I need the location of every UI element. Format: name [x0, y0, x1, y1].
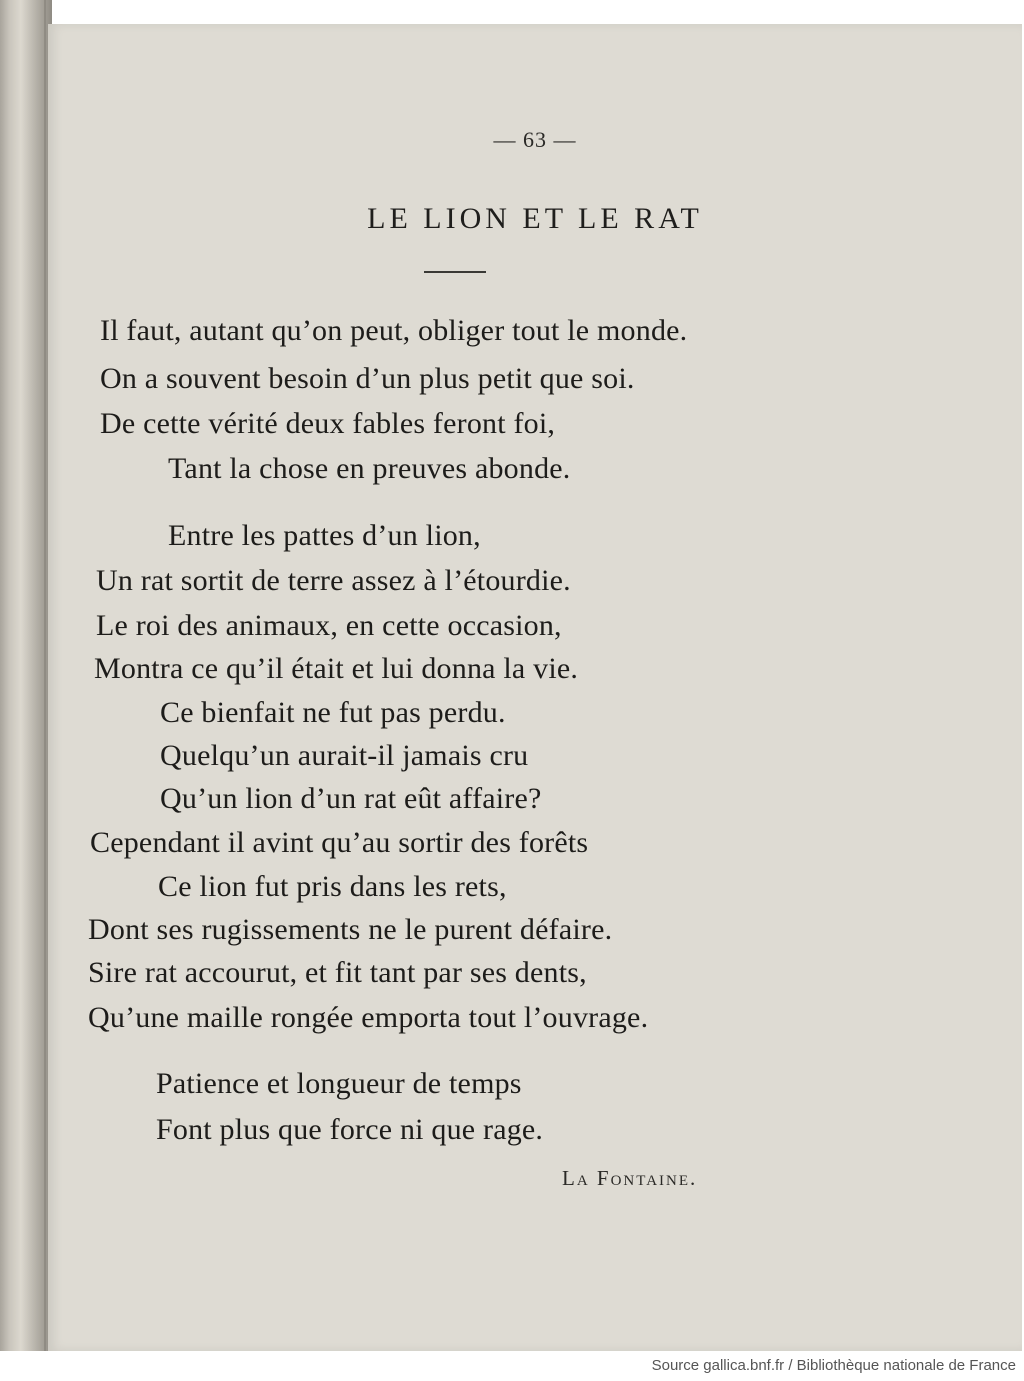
- poem-line: Un rat sortit de terre assez à l’étourdie.: [96, 564, 571, 597]
- poem-line: Quelqu’un aurait-il jamais cru: [160, 739, 529, 772]
- poem-line: Ce lion fut pris dans les rets,: [158, 870, 507, 903]
- poem-line: Font plus que force ni que rage.: [156, 1113, 544, 1146]
- poem-line: On a souvent besoin d’un plus petit que soi.: [100, 362, 635, 395]
- poem-line: Qu’une maille rongée emporta tout l’ouvrage.: [88, 1001, 649, 1034]
- page-number: — 63 —: [493, 127, 577, 152]
- poem-line: Cependant il avint qu’au sortir des forêts: [90, 826, 589, 859]
- poem-line: Ce bienfait ne fut pas perdu.: [160, 696, 506, 729]
- poem-line: Le roi des animaux, en cette occasion,: [96, 609, 562, 642]
- poem-line: Entre les pattes d’un lion,: [168, 519, 481, 552]
- poem-line: Tant la chose en preuves abonde.: [168, 452, 571, 485]
- poem-line: Dont ses rugissements ne le purent défaire.: [88, 913, 613, 946]
- source-footer: [0, 1351, 1024, 1381]
- left-page-edge: [0, 0, 52, 1351]
- poem-line: Patience et longueur de temps: [156, 1067, 522, 1100]
- poem-text: [48, 24, 1022, 1351]
- poem-line: Montra ce qu’il était et lui donna la vie.: [94, 652, 579, 685]
- source-credit: Source gallica.bnf.fr / Bibliothèque nationale de France: [651, 1357, 1016, 1374]
- poem-title: LE LION ET LE RAT: [367, 202, 703, 235]
- page: [48, 24, 1022, 1351]
- poem-line: Sire rat accourut, et fit tant par ses dents,: [88, 956, 587, 989]
- poem-line: Il faut, autant qu’on peut, obliger tout le monde.: [100, 314, 688, 347]
- poem-line: De cette vérité deux fables feront foi,: [100, 407, 556, 440]
- author-signature: La Fontaine.: [562, 1166, 698, 1190]
- poem-line: Qu’un lion d’un rat eût affaire?: [160, 782, 542, 815]
